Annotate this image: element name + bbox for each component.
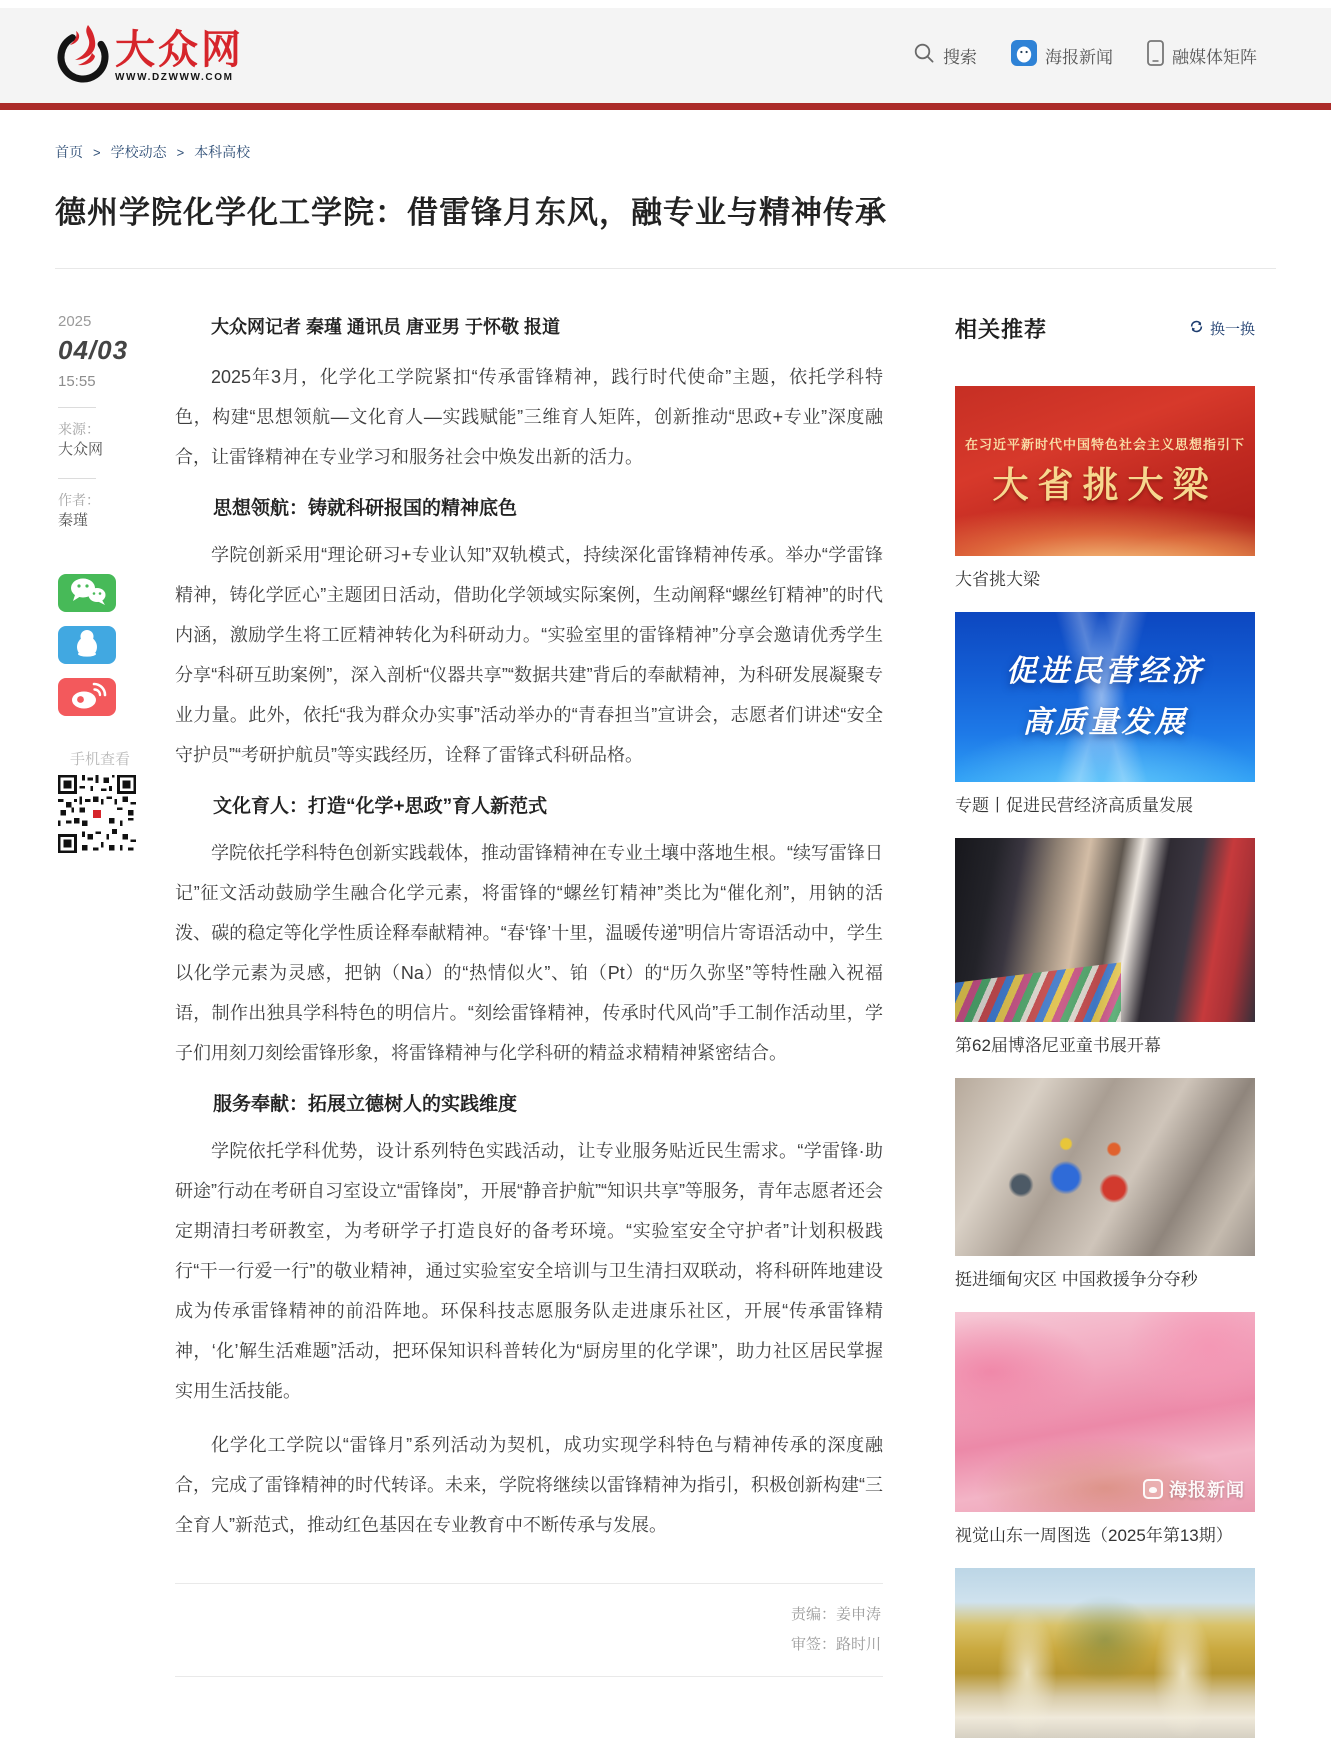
banner-slogan-small: 在习近平新时代中国特色社会主义思想指引下	[964, 436, 1245, 452]
nav-search[interactable]	[913, 42, 977, 69]
logo-wordmark: 大众网	[115, 25, 244, 73]
header-accent-bar	[0, 103, 1331, 110]
related-image-blossom-photo	[955, 1312, 1255, 1512]
related-image-rescue-photo	[955, 1078, 1255, 1256]
banner-slogan-large: 大省挑大梁	[992, 464, 1218, 507]
nav-search-label: 搜索	[943, 48, 977, 67]
breadcrumb-separator: >	[93, 144, 101, 160]
nav-media-matrix[interactable]	[1147, 40, 1257, 71]
haibao-watermark-text: 海报新闻	[1169, 1480, 1245, 1500]
related-card-3[interactable]	[955, 838, 1255, 1058]
wechat-icon	[67, 576, 107, 611]
reviewer-name: 路时川	[835, 1636, 881, 1653]
qr-code	[58, 775, 136, 853]
related-title: 相关推荐	[955, 317, 1048, 342]
author-label: 作者：	[58, 492, 100, 508]
share-buttons	[58, 574, 175, 716]
haibao-watermark	[1143, 1476, 1245, 1502]
article-paragraph: 学院创新采用“理论研习+专业认知”双轨模式，持续深化雷锋精神传承。举办“学雷锋精神，铸化学匠心”主题团日活动，借助化学领域实际案例，生动阐释“螺丝钉精神”的时代内涵，激励学生将工匠精神转化为科研动力。“实验室里的雷锋精神”分享会邀请优秀学生分享“科研互助案例”，深入剖析“仪器共享”“数据共建”背后的奉献精神，为科研发展凝聚专业力量。此外，依托“我为群众办实事”活动举办的“青春担当”宣讲会，志愿者们讲述“安全守护员”“考研护航员”等实践经历，诠释了雷锋式科研品格。	[175, 545, 883, 765]
header-nav	[913, 40, 1257, 71]
breadcrumb-home[interactable]: 首页	[55, 144, 83, 160]
qq-icon	[70, 628, 104, 663]
nav-haibao-news[interactable]	[1011, 40, 1113, 71]
related-caption: 视觉山东一周图选（2025年第13期）	[955, 1526, 1233, 1545]
editor-name: 姜申涛	[835, 1606, 881, 1623]
publish-date: 04/03	[58, 335, 129, 365]
breadcrumb-school-news[interactable]: 学校动态	[110, 144, 167, 160]
breadcrumb-undergrad[interactable]: 本科高校	[194, 144, 251, 160]
weibo-icon	[67, 680, 107, 715]
article-meta-column	[55, 313, 175, 1758]
related-caption: 第62届博洛尼亚童书展开幕	[955, 1036, 1161, 1055]
refresh-control[interactable]	[1189, 318, 1255, 339]
section-heading-1: 思想领航：铸就科研报国的精神底色	[213, 498, 518, 519]
editor-label: 责编：	[790, 1606, 836, 1623]
nav-matrix-label: 融媒体矩阵	[1172, 48, 1257, 67]
article-paragraph: 学院依托学科特色创新实践载体，推动雷锋精神在专业土壤中落地生根。“续写雷锋日记”征文活动鼓励学生融合化学元素，将雷锋的“螺丝钉精神”类比为“催化剂”，用钠的活泼、碳的稳定等化学性质诠释奉献精神。“春‘锋’十里，温暖传递”明信片寄语活动中，学生以化学元素为灵感，把钠（Na）的“热情似火”、铂（Pt）的“历久弥坚”等特性融入祝福语，制作出独具学科特色的明信片。“刻绘雷锋精神，传承时代风尚”手工制作活动里，学子们用刻刀刻绘雷锋形象，将雷锋精神与化学科研的精益求精精神紧密结合。	[175, 843, 883, 1063]
article-body	[175, 313, 883, 1758]
top-strip	[0, 0, 1331, 8]
editor-credit	[177, 1600, 881, 1630]
related-image-bookfair-photo	[955, 838, 1255, 1022]
article-credits	[175, 1583, 883, 1677]
search-icon	[913, 42, 935, 69]
related-card-5[interactable]	[955, 1312, 1255, 1548]
banner-line-1: 促进民营经济	[1006, 655, 1204, 688]
site-header	[0, 8, 1331, 103]
haibao-watermark-icon	[1143, 1479, 1163, 1499]
related-sidebar	[955, 313, 1255, 1758]
related-image-temple-photo	[955, 1568, 1255, 1738]
banner-line-2: 高质量发展	[1022, 706, 1188, 739]
dzwww-flame-icon	[55, 22, 111, 89]
refresh-icon	[1189, 319, 1204, 338]
related-caption: 专题丨促进民营经济高质量发展	[955, 796, 1193, 815]
article-paragraph: 化学化工学院以“雷锋月”系列活动为契机，成功实现学科特色与精神传承的深度融合，完成了雷锋精神的时代转译。未来，学院将继续以雷锋精神为指引，积极创新构建“三全育人”新范式，推动红色基因在专业教育中不断传承与发展。	[175, 1435, 883, 1535]
meta-divider	[58, 407, 96, 408]
related-caption: 大省挑大梁	[955, 570, 1040, 589]
related-card-2[interactable]	[955, 612, 1255, 818]
wechat-share-button[interactable]	[58, 574, 116, 612]
haibao-app-icon	[1011, 40, 1037, 71]
phone-icon	[1147, 40, 1164, 71]
page-title: 德州学院化学化工学院：借雷锋月东风，融专业与精神传承	[55, 195, 887, 230]
source-value: 大众网	[58, 441, 104, 458]
reviewer-label: 审签：	[790, 1636, 836, 1653]
refresh-label: 换一换	[1209, 321, 1255, 338]
related-card-4[interactable]	[955, 1078, 1255, 1292]
article-byline: 大众网记者 秦瑾 通讯员 唐亚男 于怀敬 报道	[211, 317, 561, 337]
site-logo[interactable]	[55, 22, 244, 89]
section-heading-2: 文化育人：打造“化学+思政”育人新范式	[213, 796, 548, 817]
section-heading-3: 服务奉献：拓展立德树人的实践维度	[213, 1094, 518, 1115]
related-caption: 挺进缅甸灾区 中国救援争分夺秒	[955, 1270, 1198, 1289]
weibo-share-button[interactable]	[58, 678, 116, 716]
breadcrumb	[55, 142, 1276, 162]
meta-divider	[58, 478, 96, 479]
article-paragraph: 2025年3月，化学化工学院紧扣“传承雷锋精神，践行时代使命”主题，依托学科特色，构建“思想领航—文化育人—实践赋能”三维育人矩阵，创新推动“思政+专业”深度融合，让雷锋精神在专业学习和服务社会中焕发出新的活力。	[175, 367, 883, 467]
publish-year: 2025	[58, 313, 92, 330]
related-image-blue-banner	[955, 612, 1255, 782]
related-image-red-banner	[955, 386, 1255, 556]
reviewer-credit	[177, 1630, 881, 1660]
breadcrumb-separator: >	[176, 144, 185, 160]
article-paragraph: 学院依托学科优势，设计系列特色实践活动，让专业服务贴近民生需求。“学雷锋·助研途”行动在考研自习室设立“雷锋岗”，开展“静音护航”“知识共享”等服务，青年志愿者还会定期清扫考研教室，为考研学子打造良好的备考环境。“实验室安全守护者”计划积极践行“干一行爱一行”的敬业精神，通过实验室安全培训与卫生清扫双联动，将科研阵地建设成为传承雷锋精神的前沿阵地。环保科技志愿服务队走进康乐社区，开展“传承雷锋精神，‘化’解生活难题”活动，把环保知识科普转化为“厨房里的化学课”，助力社区居民掌握实用生活技能。	[175, 1141, 883, 1401]
qq-share-button[interactable]	[58, 626, 116, 664]
author-value: 秦瑾	[58, 512, 89, 529]
mobile-view-label: 手机查看	[69, 751, 130, 768]
nav-haibao-label: 海报新闻	[1045, 48, 1113, 67]
logo-url: WWW.DZWWW.COM	[115, 71, 234, 83]
publish-time: 15:55	[58, 373, 96, 390]
related-card-1[interactable]	[955, 386, 1255, 592]
related-card-6[interactable]	[955, 1568, 1255, 1738]
source-label: 来源：	[58, 421, 100, 437]
